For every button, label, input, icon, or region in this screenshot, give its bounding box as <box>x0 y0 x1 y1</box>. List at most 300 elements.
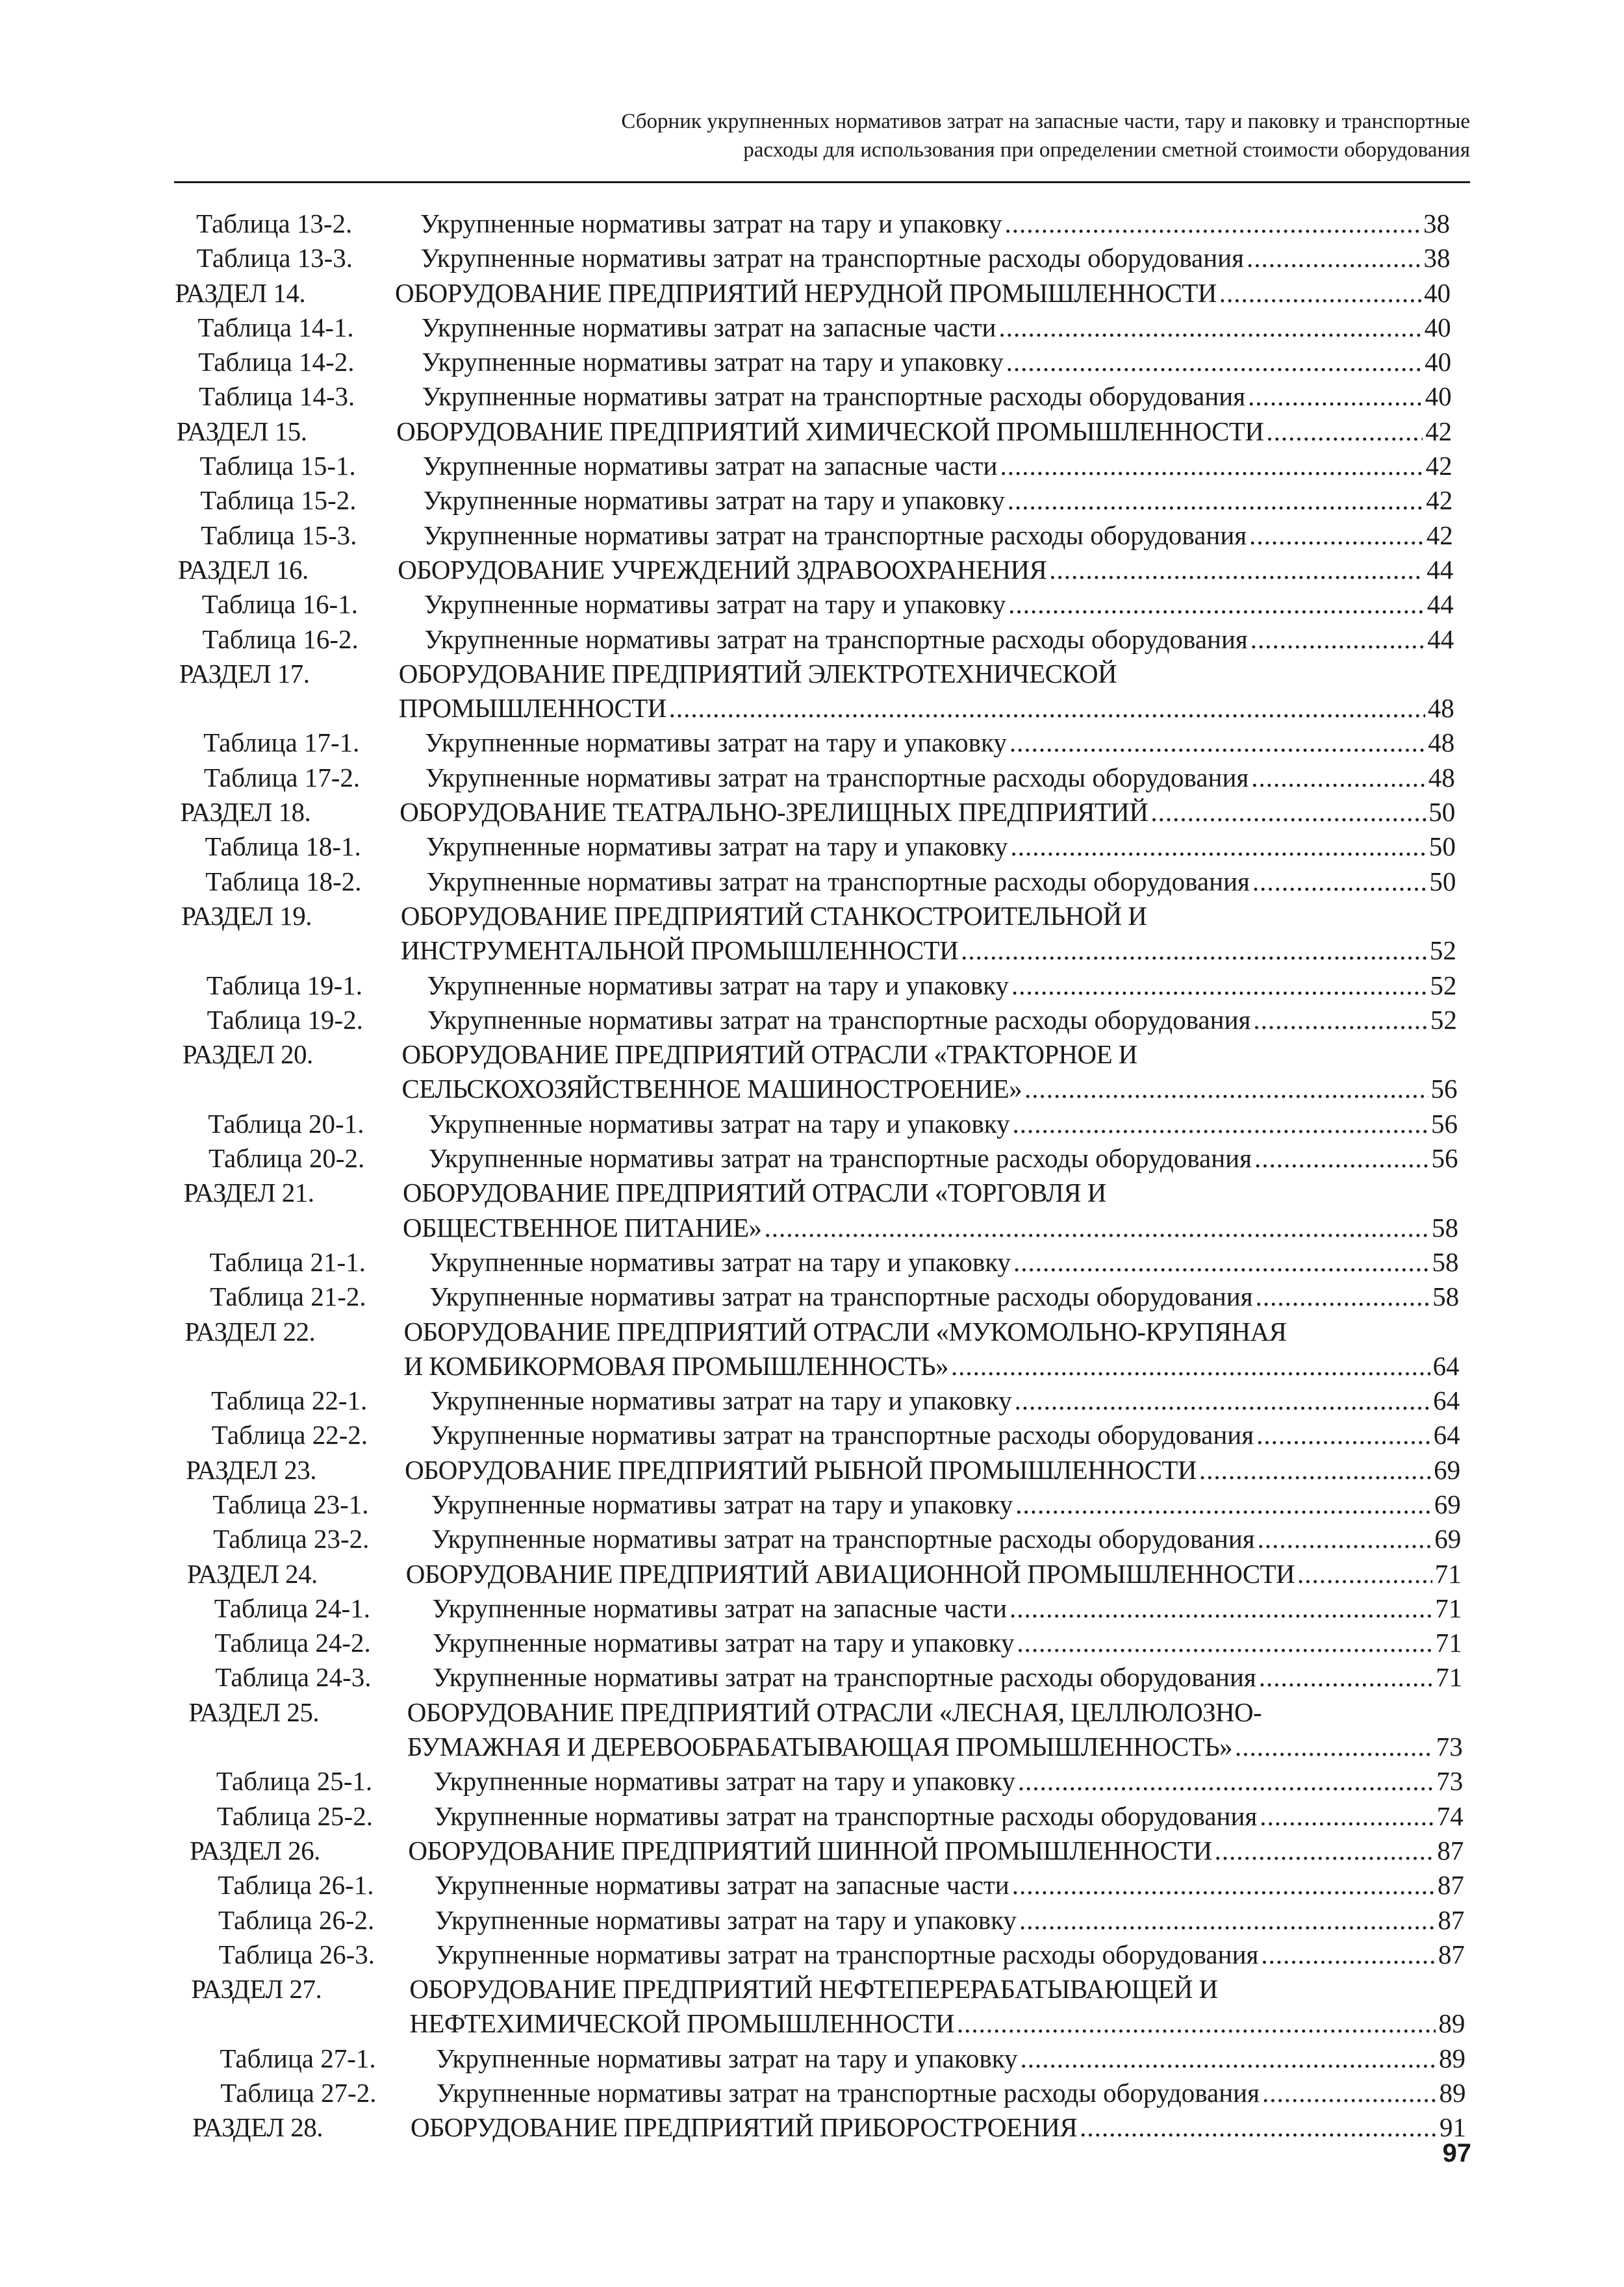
toc-page-number: 52 <box>1430 1004 1457 1035</box>
toc-entry-label: Таблица 24-2. <box>214 1628 371 1658</box>
toc-entry-content <box>431 1487 1461 1522</box>
toc-entry-content <box>427 968 1456 1003</box>
toc-entry-title: ОБОРУДОВАНИЕ ТЕАТРАЛЬНО-ЗРЕЛИЩНЫХ ПРЕДПРИЯТИЙ <box>400 797 1148 828</box>
toc-entry-label: РАЗДЕЛ 22. <box>184 1316 316 1346</box>
toc-entry-label: РАЗДЕЛ 27. <box>191 1974 322 2004</box>
toc-entry-title: НЕФТЕХИМИЧЕСКОЙ ПРОМЫШЛЕННОСТИ <box>409 2008 954 2039</box>
toc-page-number: 56 <box>1430 1074 1458 1104</box>
toc-entry-title: Укрупненные нормативы затрат на транспортные расходы оборудования <box>433 1801 1258 1831</box>
toc-entry-label: РАЗДЕЛ 18. <box>180 797 311 828</box>
toc-entry-title-row <box>431 1522 1461 1556</box>
toc-entry-label: Таблица 19-2. <box>207 1004 363 1035</box>
toc-page-number: 58 <box>1432 1246 1459 1277</box>
dot-leader <box>1219 276 1421 310</box>
toc-page-number: 74 <box>1436 1801 1464 1831</box>
toc-entry-title: Укрупненные нормативы затрат на запасные части <box>434 1870 1009 1901</box>
toc-entry-label: Таблица 14-3. <box>199 381 355 412</box>
toc-section-entry <box>0 276 1624 310</box>
toc-entry-label: РАЗДЕЛ 23. <box>186 1454 317 1485</box>
toc-entry-title: Укрупненные нормативы затрат на запасные части <box>421 312 996 342</box>
toc-entry-title-row <box>422 310 1451 345</box>
dot-leader <box>1008 483 1423 518</box>
toc-page-number: 42 <box>1426 520 1453 550</box>
dot-leader <box>1080 2110 1437 2145</box>
toc-table-entry <box>0 1522 1624 1556</box>
toc-entry-content <box>431 1522 1461 1556</box>
toc-table-entry <box>0 1799 1624 1834</box>
toc-entry-title-row <box>400 795 1455 829</box>
toc-entry-title-row <box>421 241 1451 275</box>
toc-entry-label: Таблица 22-1. <box>211 1385 368 1416</box>
toc-entry-label: Таблица 23-1. <box>212 1489 369 1519</box>
toc-entry-title: Укрупненные нормативы затрат на тару и упаковку <box>425 831 1008 862</box>
toc-page-number: 52 <box>1430 970 1457 1000</box>
running-header-line-2: расходы для использования при определении сметной стоимости оборудования <box>743 138 1470 162</box>
toc-entry-content <box>437 2076 1466 2110</box>
dot-leader <box>1254 1141 1429 1176</box>
toc-entry-content <box>406 1557 1462 1591</box>
toc-table-entry <box>0 2076 1624 2110</box>
toc-section-entry <box>0 1037 1624 1107</box>
toc-table-entry <box>0 865 1624 899</box>
toc-entry-title: Укрупненные нормативы затрат на запасные части <box>432 1593 1008 1623</box>
toc-entry-title: Укрупненные нормативы затрат на транспортные расходы оборудования <box>431 1524 1255 1554</box>
toc-entry-label: Таблица 16-2. <box>202 624 359 654</box>
toc-entry-title: И КОМБИКОРМОВАЯ ПРОМЫШЛЕННОСТЬ» <box>403 1350 948 1381</box>
toc-section-entry <box>0 1972 1624 2041</box>
toc-entry-content <box>409 1972 1465 2041</box>
toc-entry-title: Укрупненные нормативы затрат на тару и упаковку <box>425 727 1007 758</box>
toc-entry-title: Укрупненные нормативы затрат на тару и упаковку <box>428 1108 1010 1139</box>
toc-entry-title-row <box>409 2006 1465 2041</box>
toc-entry-title-row <box>434 1799 1464 1834</box>
toc-entry-title-row <box>427 968 1456 1003</box>
toc-entry-title-row <box>435 1903 1464 1938</box>
toc-entry-content <box>405 1453 1460 1487</box>
toc-entry-title-row <box>424 587 1454 622</box>
toc-entry-label: РАЗДЕЛ 16. <box>177 554 309 585</box>
dot-leader <box>1015 1384 1430 1418</box>
toc-entry-title: ОБОРУДОВАНИЕ ПРЕДПРИЯТИЙ ШИННОЙ ПРОМЫШЛЕННОСТИ <box>408 1835 1212 1865</box>
toc-table-entry <box>0 1003 1624 1037</box>
toc-entry-title: Укрупненные нормативы затрат на тару и упаковку <box>423 485 1005 516</box>
toc-section-entry <box>0 1176 1624 1245</box>
toc-page-number: 44 <box>1427 624 1454 654</box>
toc-entry-title: Укрупненные нормативы затрат на тару и упаковку <box>436 2043 1018 2073</box>
dot-leader <box>998 310 1421 345</box>
toc-entry-title-row <box>425 761 1455 795</box>
toc-table-entry <box>0 518 1624 553</box>
dot-leader <box>1009 1591 1432 1626</box>
toc-section-entry <box>0 2110 1624 2145</box>
toc-entry-label: Таблица 14-2. <box>198 347 355 377</box>
toc-entry-label: Таблица 26-2. <box>218 1904 375 1935</box>
toc-table-entry <box>0 310 1624 345</box>
toc-page-number: 48 <box>1427 693 1454 724</box>
toc-page-number: 56 <box>1431 1108 1458 1139</box>
dot-leader <box>1256 1280 1430 1314</box>
toc-entry-content <box>435 1868 1464 1902</box>
toc-table-entry <box>0 968 1624 1003</box>
toc-table-entry <box>0 241 1624 275</box>
toc-entry-title: ОБОРУДОВАНИЕ ПРЕДПРИЯТИЙ ПРИБОРОСТРОЕНИЯ <box>411 2112 1078 2143</box>
toc-entry-title-row <box>428 1107 1458 1141</box>
toc-entry-label: Таблица 15-1. <box>199 451 356 481</box>
toc-entry-title-row <box>423 449 1453 483</box>
toc-entry-title-row <box>429 1141 1458 1176</box>
toc-entry-label: Таблица 25-2. <box>216 1801 373 1831</box>
toc-entry-title-row <box>398 553 1453 587</box>
dot-leader <box>1256 1418 1431 1452</box>
toc-page-number: 71 <box>1436 1662 1463 1693</box>
toc-table-entry <box>0 1384 1624 1418</box>
toc-entry-label: Таблица 21-2. <box>210 1282 366 1312</box>
toc-entry-label: Таблица 18-2. <box>205 866 362 896</box>
toc-entry-title-row <box>437 2076 1466 2110</box>
toc-entry-label: Таблица 14-1. <box>197 312 354 342</box>
dot-leader <box>951 1349 1430 1384</box>
toc-entry-content <box>403 1176 1458 1245</box>
toc-table-entry <box>0 345 1624 379</box>
dot-leader <box>1013 1245 1429 1280</box>
dot-leader <box>957 2006 1436 2041</box>
toc-entry-title-row <box>396 414 1452 449</box>
toc-entry-label: Таблица 20-2. <box>209 1143 365 1174</box>
toc-page-number: 42 <box>1426 485 1453 516</box>
toc-entry-label: Таблица 22-2. <box>211 1420 368 1450</box>
toc-entry-title-row <box>433 1764 1463 1799</box>
toc-table-entry <box>0 1487 1624 1522</box>
toc-entry-title-row <box>404 1349 1460 1384</box>
toc-table-entry <box>0 726 1624 760</box>
toc-table-entry <box>0 1245 1624 1280</box>
toc-page-number: 89 <box>1439 2078 1466 2108</box>
toc-entry-content <box>425 761 1455 795</box>
toc-entry-content <box>424 587 1454 622</box>
dot-leader <box>1009 726 1425 760</box>
toc-entry-title: ОБОРУДОВАНИЕ ПРЕДПРИЯТИЙ АВИАЦИОННОЙ ПРОМЫШЛЕННОСТИ <box>405 1558 1295 1589</box>
toc-table-entry <box>0 379 1624 414</box>
toc-entry-content <box>398 553 1453 587</box>
toc-section-entry <box>0 414 1624 449</box>
toc-entry-content <box>428 1107 1458 1141</box>
toc-entry-content <box>422 310 1451 345</box>
toc-table-entry <box>0 1418 1624 1452</box>
toc-section-entry <box>0 1557 1624 1591</box>
toc-table-entry <box>0 1938 1624 1972</box>
toc-page-number: 40 <box>1425 347 1452 377</box>
toc-entry-label: Таблица 19-1. <box>206 970 363 1000</box>
toc-table-entry <box>0 1903 1624 1938</box>
toc-entry-content <box>421 241 1451 275</box>
toc-section-entry <box>0 795 1624 829</box>
toc-entry-title-row <box>435 1938 1465 1972</box>
toc-table-entry <box>0 1626 1624 1660</box>
toc-entry-label: РАЗДЕЛ 17. <box>179 658 310 689</box>
toc-entry-label: Таблица 16-1. <box>201 589 358 620</box>
toc-entry-title-row <box>408 1834 1464 1868</box>
dot-leader <box>1261 1938 1436 1972</box>
toc-entry-label: РАЗДЕЛ 20. <box>182 1039 313 1070</box>
toc-entry-label: Таблица 17-1. <box>203 727 360 758</box>
toc-entry-title: Укрупненные нормативы затрат на тару и упаковку <box>430 1385 1012 1416</box>
toc-entry-title-row <box>433 1626 1462 1660</box>
toc-entry-title: Укрупненные нормативы затрат на транспортные расходы оборудования <box>427 1004 1251 1035</box>
toc-entry-title-row <box>422 345 1451 379</box>
toc-entry-content <box>423 483 1453 518</box>
toc-table-entry <box>0 1764 1624 1799</box>
toc-page-number: 40 <box>1425 381 1452 412</box>
toc-page-number: 87 <box>1437 1870 1464 1901</box>
dot-leader <box>1150 795 1426 829</box>
toc-table-entry <box>0 1280 1624 1314</box>
toc-page-number: 87 <box>1438 1939 1465 1969</box>
dot-leader <box>1260 1799 1434 1834</box>
toc-table-entry <box>0 829 1624 864</box>
dot-leader <box>1259 1660 1434 1695</box>
toc-page-number: 50 <box>1428 797 1456 828</box>
page-number: 97 <box>1442 2139 1471 2167</box>
toc-page-number: 58 <box>1432 1282 1460 1312</box>
toc-entry-label: РАЗДЕЛ 14. <box>175 277 306 308</box>
toc-page-number: 73 <box>1436 1766 1464 1797</box>
toc-entry-title: Укрупненные нормативы затрат на тару и упаковку <box>422 347 1004 377</box>
toc-entry-label: Таблица 18-1. <box>205 831 361 862</box>
toc-entry-content <box>402 1037 1458 1107</box>
dot-leader <box>1008 587 1424 622</box>
toc-entry-label: Таблица 25-1. <box>216 1766 373 1797</box>
toc-entry-content <box>411 2110 1466 2145</box>
toc-page-number: 40 <box>1424 277 1451 308</box>
toc-page-number: 38 <box>1423 243 1451 273</box>
dot-leader <box>961 933 1427 968</box>
dot-leader <box>1018 1764 1434 1799</box>
toc-page-number: 48 <box>1428 727 1455 758</box>
dot-leader <box>1297 1557 1432 1591</box>
dot-leader <box>1017 1626 1432 1660</box>
toc-entry-title-row <box>403 1211 1458 1245</box>
toc-entry-content <box>434 1799 1464 1834</box>
toc-entry-title-row <box>432 1591 1462 1626</box>
toc-page-number: 64 <box>1433 1385 1460 1416</box>
dot-leader <box>1019 1903 1435 1938</box>
dot-leader <box>1006 345 1422 379</box>
toc-entry-content <box>429 1245 1459 1280</box>
toc-entry-title: Укрупненные нормативы затрат на транспортные расходы оборудования <box>433 1662 1256 1693</box>
toc-entry-title-row <box>435 1868 1464 1902</box>
toc-entry-title: Укрупненные нормативы затрат на транспортные расходы оборудования <box>426 866 1250 896</box>
toc-page-number: 38 <box>1423 208 1450 238</box>
toc-table-entry <box>0 622 1624 657</box>
toc-entry-title: Укрупненные нормативы затрат на тару и упаковку <box>432 1628 1015 1658</box>
toc-entry-content <box>435 1938 1465 1972</box>
toc-entry-title: Укрупненные нормативы затрат на транспортные расходы оборудования <box>428 1143 1252 1174</box>
toc-page-number: 42 <box>1425 451 1453 481</box>
toc-entry-title-row <box>429 1280 1459 1314</box>
dot-leader <box>1049 553 1424 587</box>
dot-leader <box>1021 2041 1436 2076</box>
toc-entry-title-line: ОБОРУДОВАНИЕ ПРЕДПРИЯТИЙ ЭЛЕКТРОТЕХНИЧЕСКОЙ <box>398 658 1117 689</box>
dot-leader <box>1247 241 1421 275</box>
toc-entry-content <box>433 1626 1462 1660</box>
toc-entry-content <box>423 449 1453 483</box>
toc-entry-content <box>425 726 1454 760</box>
dot-leader <box>1199 1453 1431 1487</box>
toc-entry-content <box>424 622 1454 657</box>
toc-page-number: 71 <box>1435 1593 1462 1623</box>
toc-entry-content <box>395 276 1451 310</box>
toc-entry-content <box>435 1903 1464 1938</box>
toc-page-number: 44 <box>1427 589 1454 620</box>
toc-entry-content <box>426 865 1456 899</box>
toc-table-entry <box>0 2041 1624 2076</box>
toc-entry-content <box>432 1591 1462 1626</box>
toc-table-entry <box>0 483 1624 518</box>
toc-entry-title: Укрупненные нормативы затрат на тару и упаковку <box>424 589 1006 620</box>
toc-entry-title-line: ОБОРУДОВАНИЕ ПРЕДПРИЯТИЙ ОТРАСЛИ «МУКОМОЛЬНО-КРУПЯНАЯ <box>403 1316 1287 1346</box>
toc-entry-title: Укрупненные нормативы затрат на транспортные расходы оборудования <box>420 243 1244 273</box>
toc-entry-title-row <box>426 865 1456 899</box>
toc-entry-content <box>436 2041 1465 2076</box>
toc-page-number: 56 <box>1431 1143 1458 1174</box>
toc-table-entry <box>0 449 1624 483</box>
toc-table-entry <box>0 1591 1624 1626</box>
toc-page-number: 50 <box>1428 831 1456 862</box>
toc-entry-title-line: ОБОРУДОВАНИЕ ПРЕДПРИЯТИЙ ОТРАСЛИ «ТРАКТОРНОЕ И <box>401 1039 1137 1070</box>
toc-entry-content <box>429 1280 1459 1314</box>
toc-table-entry <box>0 207 1624 241</box>
toc-page-number: 87 <box>1437 1835 1464 1865</box>
toc-entry-label: Таблица 13-2. <box>196 208 353 238</box>
toc-entry-title: Укрупненные нормативы затрат на запасные части <box>422 451 998 481</box>
dot-leader <box>764 1211 1429 1245</box>
toc-entry-title: Укрупненные нормативы затрат на транспортные расходы оборудования <box>423 520 1247 550</box>
toc-entry-content <box>401 899 1456 968</box>
toc-page-number: 69 <box>1434 1454 1461 1485</box>
table-of-contents <box>0 207 1624 2145</box>
toc-entry-title: Укрупненные нормативы затрат на тару и упаковку <box>429 1246 1011 1277</box>
toc-entry-content <box>422 345 1451 379</box>
toc-entry-content <box>429 1141 1458 1176</box>
toc-section-entry <box>0 1315 1624 1384</box>
toc-page-number: 89 <box>1439 2043 1465 2073</box>
toc-table-entry <box>0 1868 1624 1902</box>
toc-page-number: 48 <box>1428 762 1455 792</box>
toc-entry-label: Таблица 26-1. <box>218 1870 374 1901</box>
toc-page-number: 71 <box>1434 1558 1462 1589</box>
toc-entry-title: Укрупненные нормативы затрат на транспортные расходы оборудования <box>424 624 1248 654</box>
toc-entry-label: Таблица 26-3. <box>218 1939 375 1969</box>
toc-entry-label: РАЗДЕЛ 25. <box>188 1697 320 1727</box>
toc-entry-title-line: ОБОРУДОВАНИЕ ПРЕДПРИЯТИЙ ОТРАСЛИ «ТОРГОВЛЯ И <box>403 1178 1106 1208</box>
toc-entry-content <box>400 795 1455 829</box>
toc-page-number: 87 <box>1438 1904 1465 1935</box>
toc-entry-content <box>424 518 1453 553</box>
toc-entry-title: Укрупненные нормативы затрат на транспортные расходы оборудования <box>422 381 1246 412</box>
toc-entry-label: Таблица 21-1. <box>209 1246 366 1277</box>
toc-entry-title-row <box>433 1660 1462 1695</box>
dot-leader <box>1013 1107 1428 1141</box>
toc-entry-title-row <box>420 207 1450 241</box>
dot-leader <box>1010 829 1426 864</box>
toc-entry-content <box>407 1695 1463 1765</box>
toc-page-number: 58 <box>1432 1212 1458 1243</box>
toc-table-entry <box>0 1660 1624 1695</box>
toc-entry-title-row <box>431 1487 1461 1522</box>
toc-entry-title-row <box>430 1384 1460 1418</box>
header-rule <box>174 181 1470 183</box>
toc-entry-title: Укрупненные нормативы затрат на тару и упаковку <box>420 208 1002 238</box>
toc-entry-title: Укрупненные нормативы затрат на транспортные расходы оборудования <box>436 2078 1260 2108</box>
dot-leader <box>1258 1522 1432 1556</box>
toc-table-entry <box>0 587 1624 622</box>
toc-entry-content <box>427 1003 1457 1037</box>
running-header-line-1: Сборник укрупненных нормативов затрат на запасные части, тару и паковку и транспортные <box>621 110 1470 133</box>
toc-page-number: 69 <box>1434 1489 1461 1519</box>
toc-entry-title-line: ОБОРУДОВАНИЕ ПРЕДПРИЯТИЙ СТАНКОСТРОИТЕЛЬНОЙ И <box>400 900 1147 931</box>
toc-entry-content <box>396 414 1452 449</box>
toc-entry-title-row <box>395 276 1451 310</box>
toc-entry-title: ОБОРУДОВАНИЕ ПРЕДПРИЯТИЙ НЕРУДНОЙ ПРОМЫШЛЕННОСТИ <box>395 277 1217 308</box>
dot-leader <box>1252 865 1427 899</box>
toc-entry-label: Таблица 15-3. <box>201 520 357 550</box>
toc-entry-title-row <box>423 483 1453 518</box>
toc-entry-title: Укрупненные нормативы затрат на транспортные расходы оборудования <box>435 1939 1259 1969</box>
toc-entry-title-row <box>405 1453 1460 1487</box>
toc-entry-title-row <box>427 1003 1457 1037</box>
toc-entry-title-row <box>424 518 1453 553</box>
toc-entry-title-row <box>436 2041 1465 2076</box>
toc-entry-title: Укрупненные нормативы затрат на транспортные расходы оборудования <box>429 1282 1253 1312</box>
toc-page-number: 50 <box>1429 866 1456 896</box>
toc-entry-content <box>426 829 1456 864</box>
toc-table-entry <box>0 1107 1624 1141</box>
toc-entry-title: ОБЩЕСТВЕННОЕ ПИТАНИЕ» <box>403 1212 762 1243</box>
toc-entry-title-row <box>401 933 1456 968</box>
toc-entry-content <box>430 1384 1460 1418</box>
toc-entry-title-row <box>406 1557 1462 1591</box>
toc-entry-label: Таблица 24-3. <box>215 1662 372 1693</box>
toc-entry-title: ПРОМЫШЛЕННОСТИ <box>398 693 666 724</box>
toc-table-entry <box>0 761 1624 795</box>
dot-leader <box>1011 968 1427 1003</box>
toc-entry-label: РАЗДЕЛ 15. <box>176 416 307 446</box>
toc-entry-title-line: ОБОРУДОВАНИЕ ПРЕДПРИЯТИЙ ОТРАСЛИ «ЛЕСНАЯ, ЦЕЛЛЮЛОЗНО- <box>407 1697 1262 1727</box>
toc-entry-label: Таблица 15-2. <box>200 485 357 516</box>
toc-entry-title: ОБОРУДОВАНИЕ ПРЕДПРИЯТИЙ РЫБНОЙ ПРОМЫШЛЕННОСТИ <box>405 1454 1197 1485</box>
toc-entry-title: СЕЛЬСКОХОЗЯЙСТВЕННОЕ МАШИНОСТРОЕНИЕ» <box>401 1074 1022 1104</box>
toc-entry-title-row <box>424 622 1454 657</box>
toc-section-entry <box>0 1695 1624 1765</box>
dot-leader <box>1249 518 1424 553</box>
toc-section-entry <box>0 899 1624 968</box>
toc-entry-title-row <box>399 691 1454 726</box>
toc-section-entry <box>0 1453 1624 1487</box>
toc-entry-label: РАЗДЕЛ 26. <box>189 1835 320 1865</box>
toc-entry-label: Таблица 27-2. <box>220 2078 377 2108</box>
toc-page-number: 40 <box>1424 312 1451 342</box>
toc-page-number: 73 <box>1436 1732 1463 1762</box>
toc-entry-title-row <box>425 726 1454 760</box>
toc-entry-title: ОБОРУДОВАНИЕ УЧРЕЖДЕНИЙ ЗДРАВООХРАНЕНИЯ <box>398 554 1047 585</box>
toc-entry-label: Таблица 24-1. <box>214 1593 370 1623</box>
toc-entry-title: Укрупненные нормативы затрат на транспортные расходы оборудования <box>425 762 1249 792</box>
toc-entry-content <box>408 1834 1464 1868</box>
dot-leader <box>1250 622 1425 657</box>
dot-leader <box>1215 1834 1435 1868</box>
toc-entry-title-row <box>422 379 1452 414</box>
toc-page-number: 89 <box>1438 2008 1465 2039</box>
